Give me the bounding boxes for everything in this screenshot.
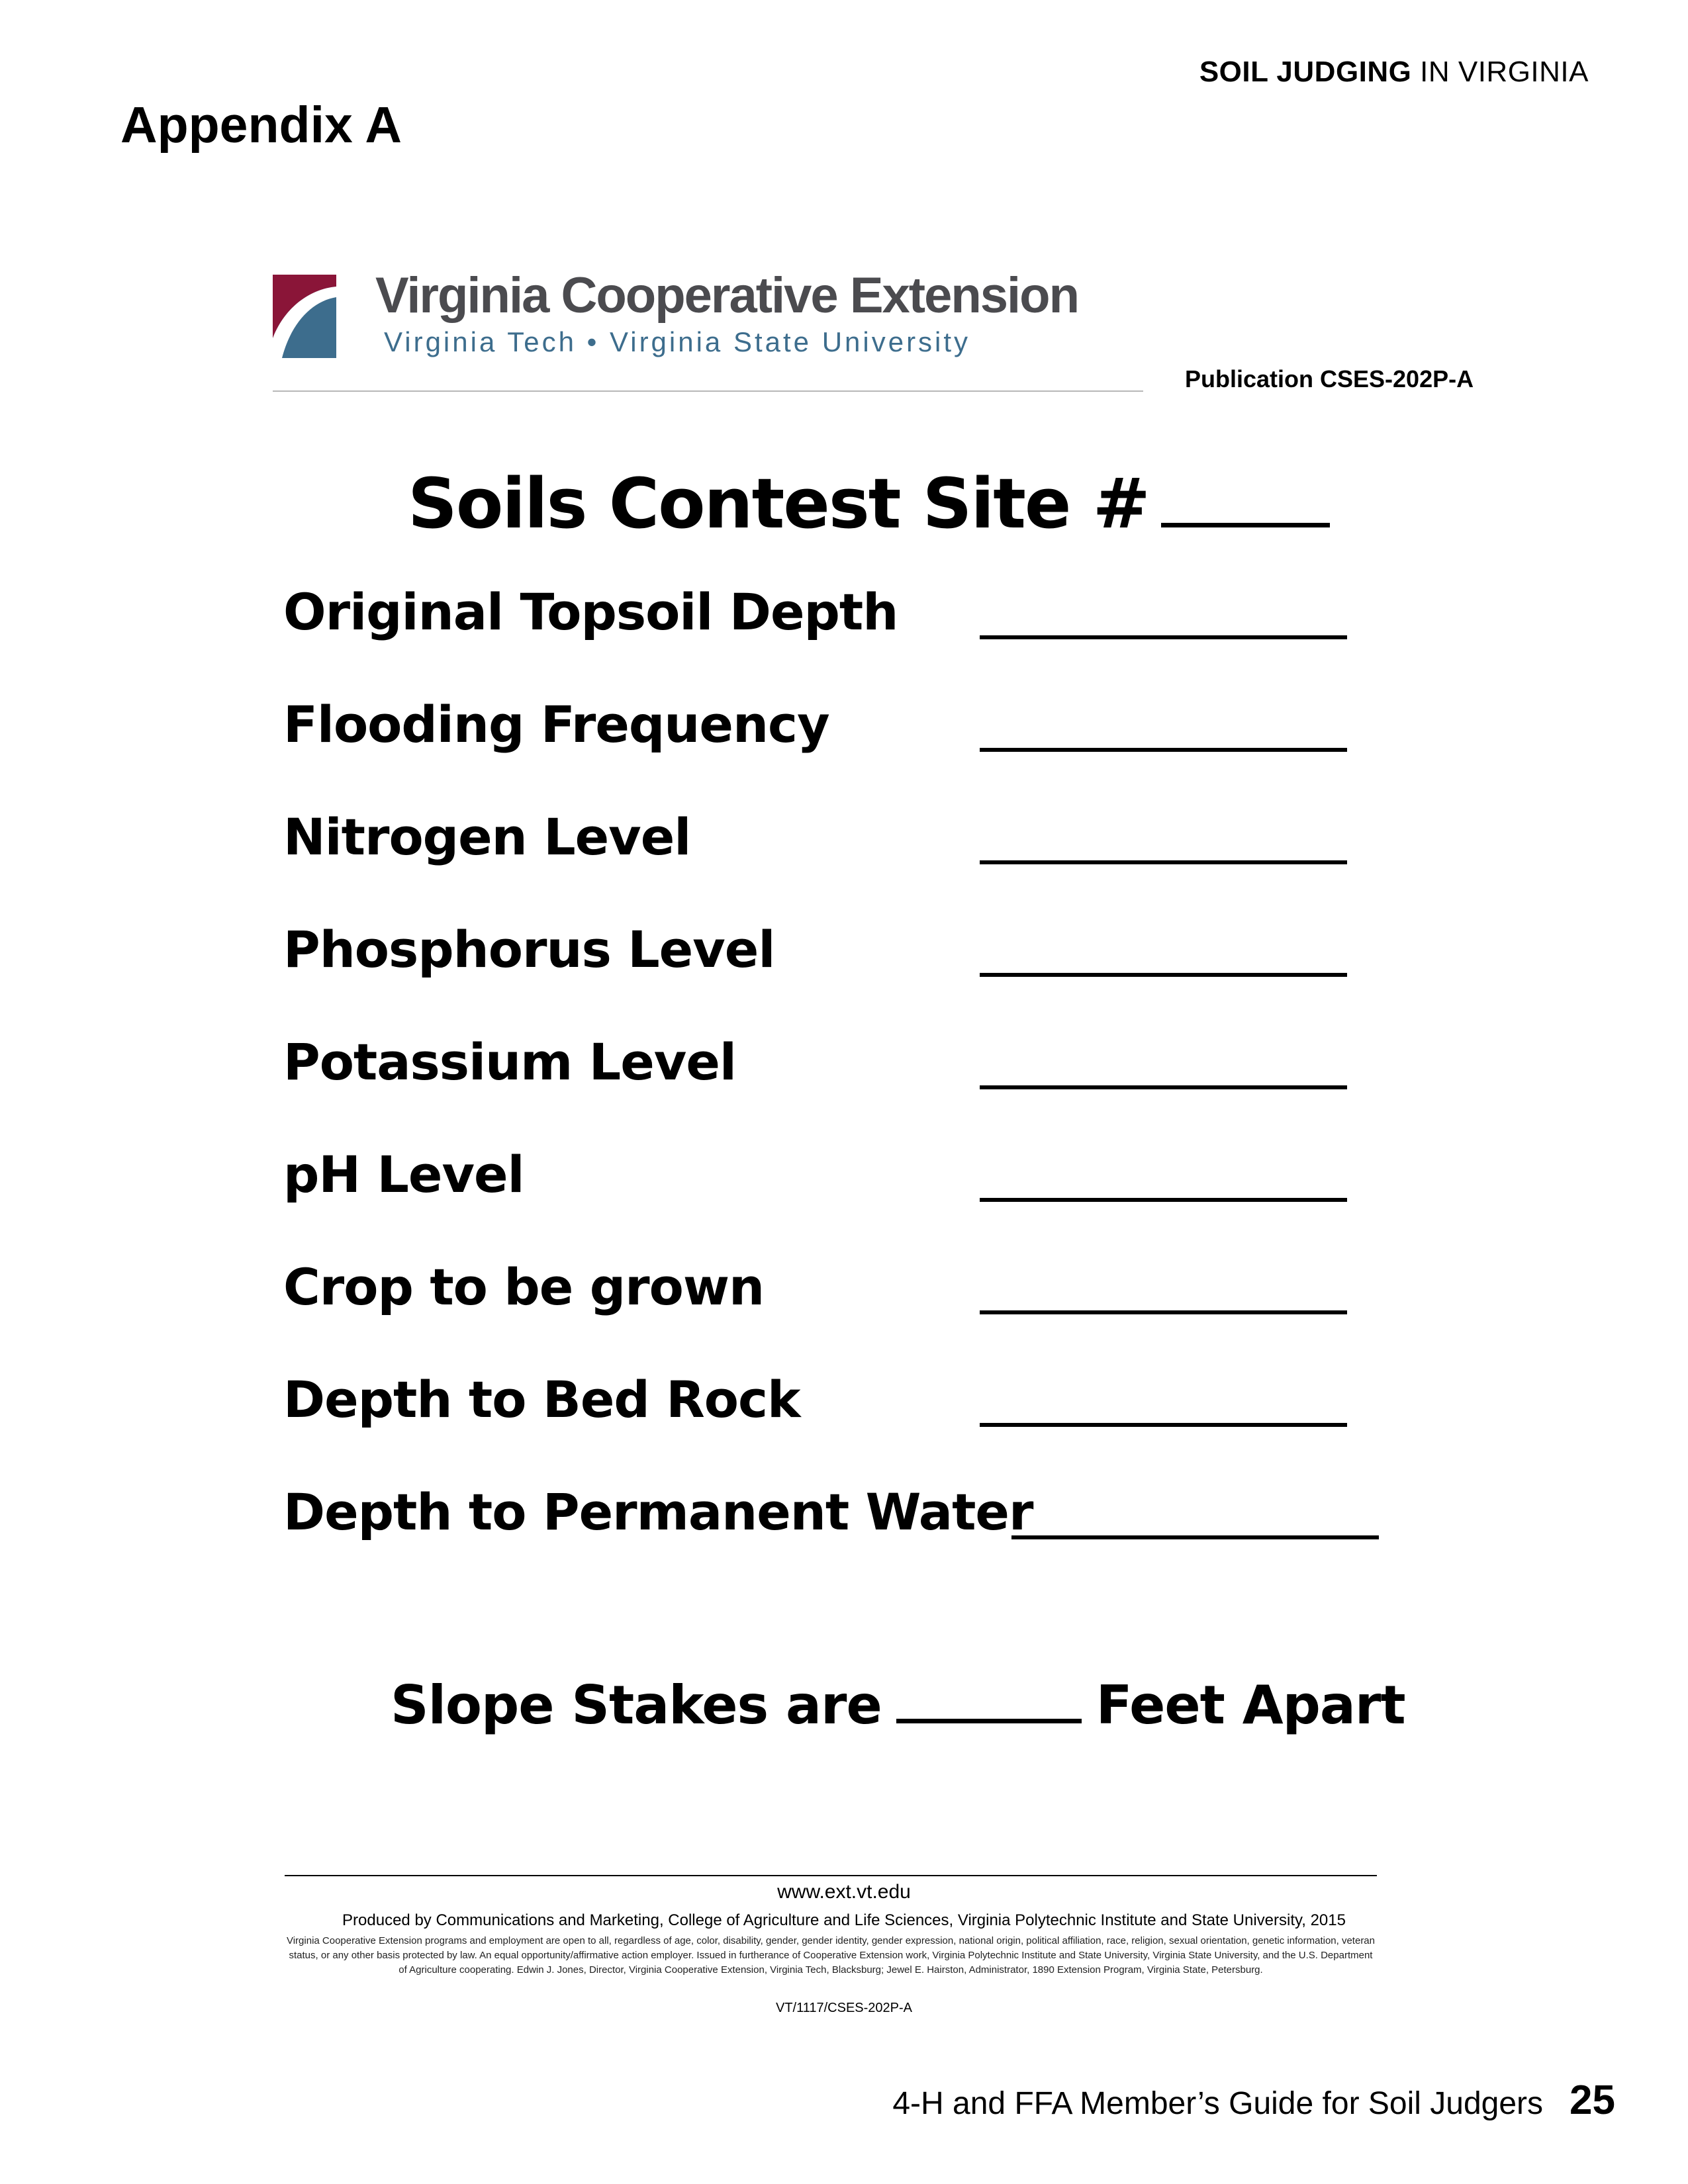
field-answer-blank xyxy=(1011,1535,1379,1539)
footer-produced-by: Produced by Communications and Marketing, College of Agriculture and Life Sciences, Virginia Polytechnic Institute and State University, 2015 xyxy=(342,1911,1346,1929)
running-header xyxy=(1199,56,1589,89)
footer-legal-text: Virginia Cooperative Extension programs and employment are open to all, regardless of age, color, disability, gender, gender identity, gender expression, national origin, political affiliation, race, religion, sexual orientation, genetic information, veteran status, or any other basis protected by law. An equal opportunity/affirmative action employer. Issued in furtherance of Cooperative Extension work, Virginia Polytechnic Institute and State University, Virginia State University, and the U.S. Department of Agriculture cooperating. Edwin J. Jones, Director, Virginia Cooperative Extension, Virginia Tech, Blacksburg; Jewel E. Hairston, Administrator, 1890 Extension Program, Virginia State, Petersburg. xyxy=(286,1935,1375,1976)
vce-logo-mark-icon xyxy=(273,275,336,358)
field-answer-blank xyxy=(980,748,1347,752)
field-label: Depth to Bed Rock xyxy=(283,1370,800,1429)
field-label: Nitrogen Level xyxy=(283,807,691,866)
field-answer-blank xyxy=(980,1423,1347,1427)
site-number-blank xyxy=(1161,523,1330,527)
vce-logo-name: Virginia Cooperative Extension xyxy=(375,267,1079,324)
logo-divider xyxy=(273,390,1143,392)
field-label: Flooding Frequency xyxy=(283,695,829,754)
guide-title: 4-H and FFA Member’s Guide for Soil Judgers xyxy=(892,2086,1544,2121)
field-label: Depth to Permanent Water xyxy=(283,1482,1033,1541)
field-answer-blank xyxy=(980,860,1347,864)
field-answer-blank xyxy=(980,1085,1347,1089)
page-footer xyxy=(892,2077,1615,2124)
slope-stakes-line xyxy=(391,1674,1405,1736)
field-label: pH Level xyxy=(283,1145,524,1204)
footer-publication-code: VT/1117/CSES-202P-A xyxy=(775,2001,913,2015)
contest-site-title-text: Soils Contest Site # xyxy=(408,463,1149,544)
slope-prefix: Slope Stakes are xyxy=(391,1674,882,1736)
slope-distance-blank xyxy=(896,1719,1082,1723)
footer-url: www.ext.vt.edu xyxy=(777,1881,911,1903)
footer-divider xyxy=(285,1875,1377,1876)
field-answer-blank xyxy=(980,973,1347,977)
field-answer-blank xyxy=(980,1198,1347,1202)
vce-logo xyxy=(273,267,1143,367)
field-answer-blank xyxy=(980,635,1347,639)
slope-suffix: Feet Apart xyxy=(1096,1674,1405,1736)
field-label: Original Topsoil Depth xyxy=(283,582,898,641)
field-label: Potassium Level xyxy=(283,1032,736,1091)
field-label: Crop to be grown xyxy=(283,1257,765,1316)
running-header-bold: SOIL JUDGING xyxy=(1199,56,1412,88)
running-header-rest: IN VIRGINIA xyxy=(1420,56,1589,88)
vce-logo-subtitle: Virginia Tech • Virginia State University xyxy=(384,326,971,357)
field-label: Phosphorus Level xyxy=(283,920,775,979)
contest-site-title xyxy=(408,463,1330,544)
publication-number: Publication CSES-202P-A xyxy=(1185,365,1474,392)
page-number: 25 xyxy=(1570,2077,1615,2123)
appendix-heading: Appendix A xyxy=(120,97,402,154)
field-answer-blank xyxy=(980,1310,1347,1314)
